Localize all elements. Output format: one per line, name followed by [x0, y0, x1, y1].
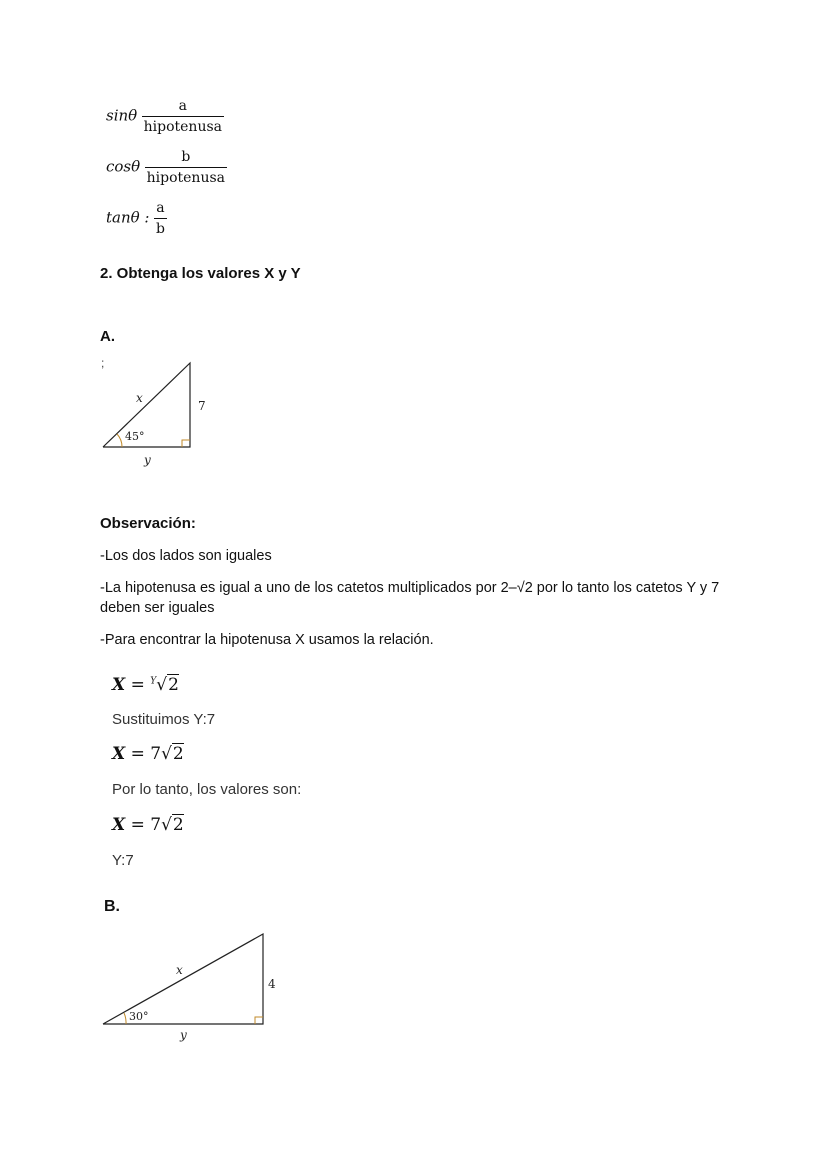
triangle-a-adjacent-label: y	[144, 453, 151, 467]
eq3-lhs: X	[112, 815, 126, 835]
triangle-a-opposite-label: 7	[198, 399, 206, 413]
result-text: Por lo tanto, los valores son:	[112, 781, 302, 798]
tan-fraction	[154, 200, 167, 237]
triangle-a-angle-arc	[117, 434, 122, 447]
triangle-a-right-angle	[182, 440, 190, 447]
triangle-b-outline	[103, 934, 263, 1024]
cos-numerator: b	[181, 149, 191, 165]
triangle-b-adjacent-label: y	[180, 1028, 187, 1042]
triangle-b-hyp-label: x	[176, 963, 183, 977]
tan-label: tanθ :	[106, 208, 150, 227]
observation-line-1: -Los dos lados son iguales	[100, 548, 272, 564]
triangle-b-right-angle	[255, 1017, 263, 1024]
triangle-b-angle-arc	[124, 1013, 126, 1024]
triangle-a	[100, 355, 220, 470]
observation-line-2: -La hipotenusa es igual a uno de los catetos multiplicados por 2–√2 por lo tanto los catetos Y y 7 deben ser iguales	[100, 580, 720, 616]
triangle-a-angle: 45°	[125, 430, 145, 443]
observation-title: Observación:	[100, 515, 196, 532]
triangle-b-angle: 30°	[129, 1010, 149, 1023]
tan-numerator: a	[156, 200, 165, 216]
eq3-radicand: 2	[172, 815, 184, 835]
question-heading: 2. Obtenga los valores X y Y	[100, 265, 301, 282]
y-value: Y:7	[112, 852, 134, 869]
sin-denominator: hipotenusa	[142, 116, 224, 135]
stray-mark: ;	[101, 356, 105, 370]
sin-numerator: a	[178, 98, 187, 114]
substitution-text: Sustituimos Y:7	[112, 711, 216, 728]
triangle-b	[100, 928, 290, 1048]
equation-2	[112, 744, 184, 764]
eq1-root-index: Y	[150, 676, 157, 687]
triangle-b-opposite-label: 4	[268, 977, 276, 991]
sin-label: sinθ	[106, 106, 138, 125]
eq2-radicand: 2	[172, 744, 184, 764]
eq1-lhs: X	[112, 675, 126, 695]
sqrt-icon: √	[156, 675, 168, 695]
sin-fraction	[142, 98, 224, 135]
equation-3	[112, 815, 184, 835]
observation-line-3: -Para encontrar la hipotenusa X usamos la relación.	[100, 632, 434, 648]
tan-denominator: b	[154, 218, 167, 237]
eq1-equals: =	[125, 675, 151, 695]
triangle-a-hyp-label: x	[136, 391, 143, 405]
eq2-equals: = 7	[125, 744, 162, 764]
eq2-lhs: X	[112, 744, 126, 764]
cos-denominator: hipotenusa	[145, 167, 227, 186]
part-b-label: B.	[104, 898, 120, 915]
sin-formula	[106, 98, 224, 135]
tan-formula	[106, 200, 167, 237]
triangle-a-outline	[103, 363, 190, 447]
sqrt-icon: √	[161, 744, 172, 764]
cos-formula	[106, 149, 227, 186]
eq1-radicand: 2	[168, 675, 179, 695]
part-a-label: A.	[100, 328, 115, 345]
cos-fraction	[145, 149, 227, 186]
equation-1	[112, 675, 179, 695]
eq3-equals: = 7	[125, 815, 162, 835]
sqrt-icon: √	[161, 815, 172, 835]
cos-label: cosθ	[106, 157, 141, 176]
